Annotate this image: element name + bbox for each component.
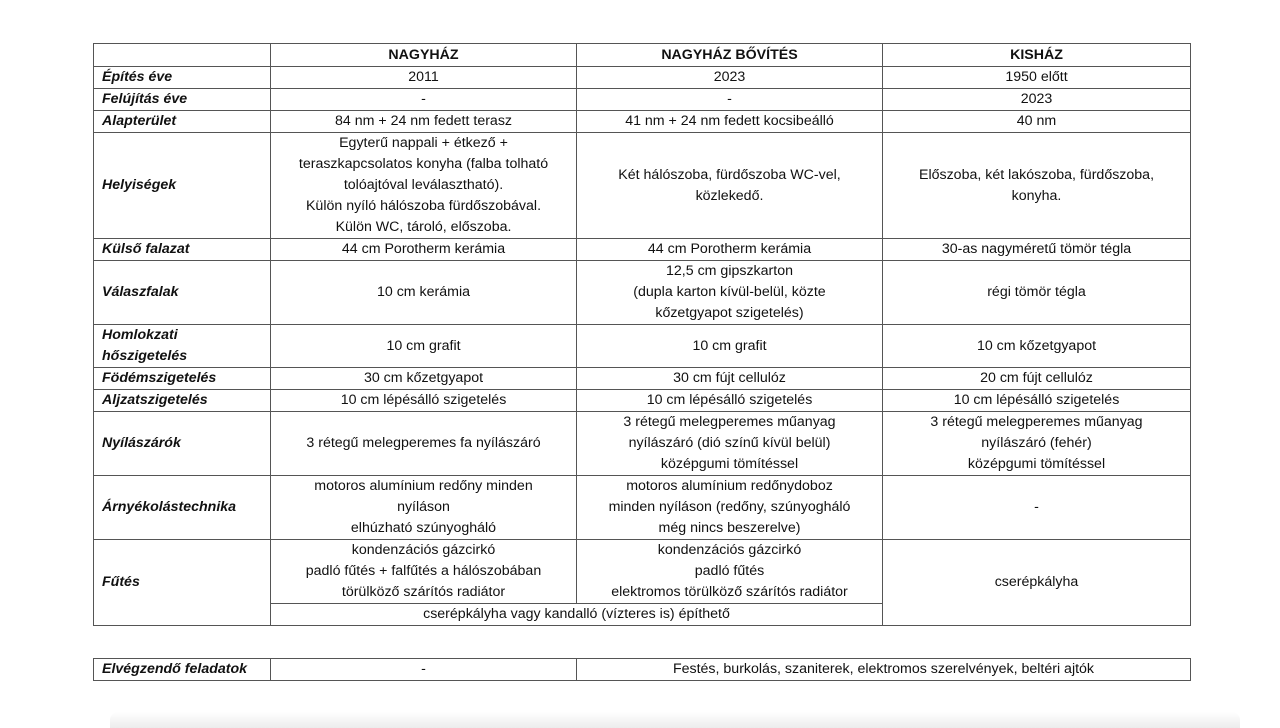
table-cell: 10 cm grafit: [271, 325, 577, 368]
row-label-helyisegek: Helyiségek: [94, 133, 271, 239]
table-cell: 10 cm kerámia: [271, 261, 577, 325]
table-row: [94, 111, 1191, 133]
row-label-aljzatszigeteles: Aljzatszigetelés: [94, 390, 271, 412]
table-cell: 40 nm: [883, 111, 1191, 133]
tasks-table: [93, 658, 1191, 681]
table-cell: -: [271, 659, 577, 681]
table-cell: 1950 előtt: [883, 67, 1191, 89]
row-label-nyilaszarok: Nyílászárók: [94, 412, 271, 476]
table-cell: 10 cm lépésálló szigetelés: [883, 390, 1191, 412]
row-label-homlokzati-hoszigeteles: Homlokzati hőszigetelés: [94, 325, 271, 368]
table-cell: 12,5 cm gipszkarton (dupla karton kívül-belül, közte kőzetgyapot szigetelés): [577, 261, 883, 325]
row-label-epites-eve: Építés éve: [94, 67, 271, 89]
row-label-felujitas-eve: Felújítás éve: [94, 89, 271, 111]
table-cell: 3 rétegű melegperemes műanyag nyílászáró (fehér) középgumi tömítéssel: [883, 412, 1191, 476]
row-label-arnyekolastechnika: Árnyékolástechnika: [94, 476, 271, 540]
table-row: [94, 261, 1191, 325]
table-cell: 44 cm Porotherm kerámia: [271, 239, 577, 261]
table-cell: Festés, burkolás, szaniterek, elektromos szerelvények, beltéri ajtók: [577, 659, 1191, 681]
header-kishaz: KISHÁZ: [883, 44, 1191, 67]
header-nagyhaz-bovites: NAGYHÁZ BŐVÍTÉS: [577, 44, 883, 67]
table-row: [94, 133, 1191, 239]
table-cell: Két hálószoba, fürdőszoba WC-vel, közlekedő.: [577, 133, 883, 239]
comparison-table: [93, 43, 1191, 626]
table-cell: régi tömör tégla: [883, 261, 1191, 325]
table-cell: 30 cm kőzetgyapot: [271, 368, 577, 390]
header-row: [94, 44, 1191, 67]
row-label-kulso-falazat: Külső falazat: [94, 239, 271, 261]
table-cell: 10 cm lépésálló szigetelés: [271, 390, 577, 412]
table-cell: 10 cm kőzetgyapot: [883, 325, 1191, 368]
table-cell: 20 cm fújt cellulóz: [883, 368, 1191, 390]
property-comparison-document: [93, 43, 1190, 626]
table-cell: 2023: [577, 67, 883, 89]
table-cell: Egyterű nappali + étkező + teraszkapcsolatos konyha (falba tolható tolóajtóval leválasztható). Külön nyíló hálószoba fürdőszobával. Külön WC, tároló, előszoba.: [271, 133, 577, 239]
table-cell-shared-heating: cserépkályha vagy kandalló (vízteres is) építhető: [271, 604, 883, 626]
tasks-section: [93, 658, 1190, 681]
table-row: [94, 390, 1191, 412]
table-cell: 84 nm + 24 nm fedett terasz: [271, 111, 577, 133]
table-cell: 2023: [883, 89, 1191, 111]
table-cell: 10 cm grafit: [577, 325, 883, 368]
table-cell: -: [577, 89, 883, 111]
table-cell: motoros alumínium redőny minden nyíláson elhúzható szúnyogháló: [271, 476, 577, 540]
table-row: [94, 476, 1191, 540]
row-label-elvegzendo-feladatok: Elvégzendő feladatok: [94, 659, 271, 681]
page-edge-shadow: [110, 712, 1240, 728]
table-row: [94, 368, 1191, 390]
row-label-futes: Fűtés: [94, 540, 271, 626]
row-label-valaszfalak: Válaszfalak: [94, 261, 271, 325]
table-row: [94, 659, 1191, 681]
table-row: [94, 540, 1191, 604]
table-cell: kondenzációs gázcirkó padló fűtés + falfűtés a hálószobában törülköző szárítós radiátor: [271, 540, 577, 604]
table-row: [94, 239, 1191, 261]
table-row: [94, 325, 1191, 368]
row-label-alapterulet: Alapterület: [94, 111, 271, 133]
table-cell: 10 cm lépésálló szigetelés: [577, 390, 883, 412]
table-row: [94, 412, 1191, 476]
table-cell: cserépkályha: [883, 540, 1191, 626]
table-cell: -: [883, 476, 1191, 540]
table-cell: motoros alumínium redőnydoboz minden nyíláson (redőny, szúnyogháló még nincs beszerelve): [577, 476, 883, 540]
header-empty-cell: [94, 44, 271, 67]
table-cell: 30-as nagyméretű tömör tégla: [883, 239, 1191, 261]
table-cell: 44 cm Porotherm kerámia: [577, 239, 883, 261]
header-nagyhaz: NAGYHÁZ: [271, 44, 577, 67]
table-cell: 30 cm fújt cellulóz: [577, 368, 883, 390]
row-label-fodemszigeteles: Födémszigetelés: [94, 368, 271, 390]
table-cell: 3 rétegű melegperemes műanyag nyílászáró (dió színű kívül belül) középgumi tömítéssel: [577, 412, 883, 476]
table-row: [94, 67, 1191, 89]
table-cell: 2011: [271, 67, 577, 89]
table-cell: 3 rétegű melegperemes fa nyílászáró: [271, 412, 577, 476]
table-cell: Előszoba, két lakószoba, fürdőszoba, konyha.: [883, 133, 1191, 239]
table-cell: kondenzációs gázcirkó padló fűtés elektromos törülköző szárítós radiátor: [577, 540, 883, 604]
table-cell: 41 nm + 24 nm fedett kocsibeálló: [577, 111, 883, 133]
table-row: [94, 89, 1191, 111]
table-cell: -: [271, 89, 577, 111]
